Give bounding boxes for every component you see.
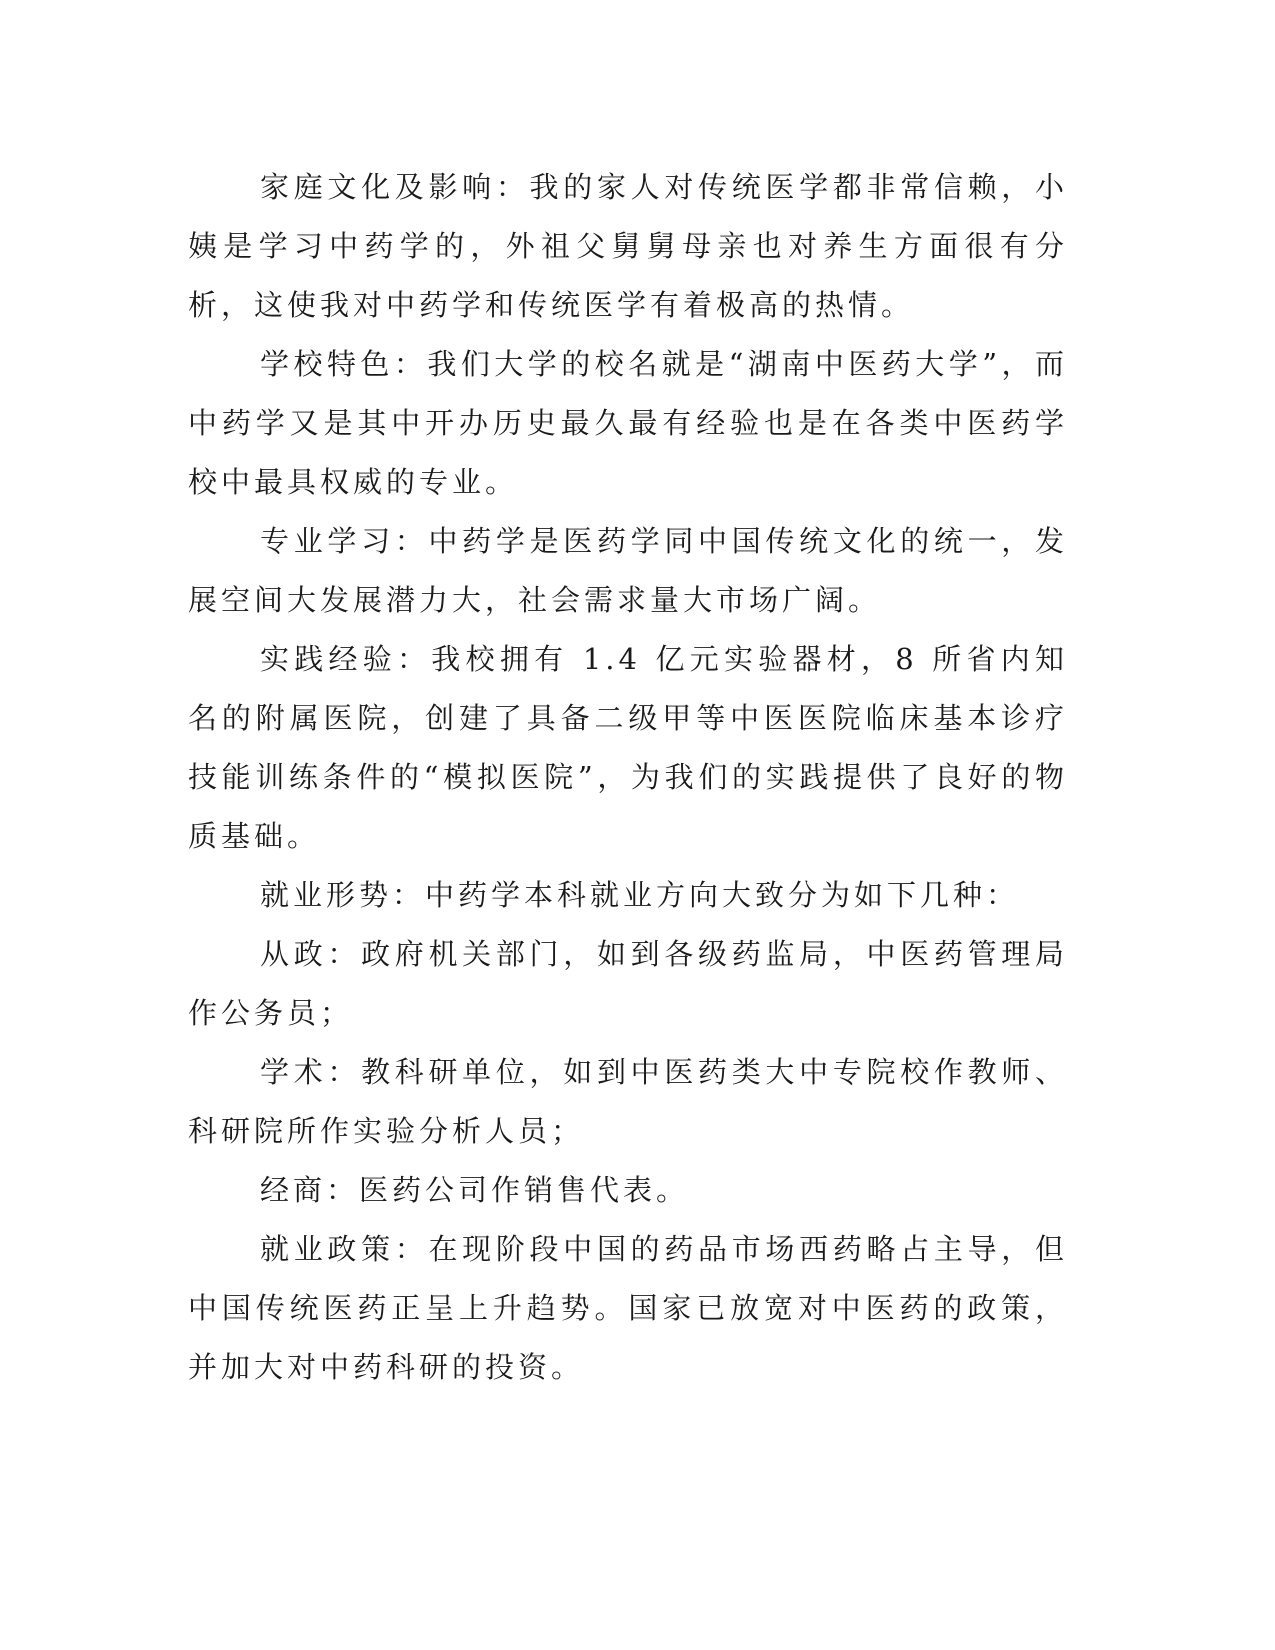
paragraph-employment-situation: 就业形势：中药学本科就业方向大致分为如下几种： <box>260 878 1020 912</box>
paragraph-government-career: 从政：政府机关部门，如到各级药监局，中医药管理局作公务员； <box>188 937 1068 1030</box>
paragraph-family-culture: 家庭文化及影响：我的家人对传统医学都非常信赖，小姨是学习中药学的，外祖父舅舅母亲也对养生方面很有分析，这使我对中药学和传统医学有着极高的热情。 <box>188 170 1068 322</box>
document-body <box>188 158 1068 1397</box>
paragraph-major-study: 专业学习：中药学是医药学同中国传统文化的统一，发展空间大发展潜力大，社会需求量大市场广阔。 <box>188 524 1068 617</box>
paragraph-practical-experience: 实践经验：我校拥有 1.4 亿元实验器材，8 所省内知名的附属医院，创建了具备二级甲等中医医院临床基本诊疗技能训练条件的“模拟医院”，为我们的实践提供了良好的物质基础。 <box>188 642 1068 853</box>
paragraph-employment-policy: 就业政策：在现阶段中国的药品市场西药略占主导，但中国传统医药正呈上升趋势。国家已放宽对中医药的政策，并加大对中药科研的投资。 <box>188 1232 1068 1384</box>
paragraph-school-features: 学校特色：我们大学的校名就是“湖南中医药大学”，而中药学又是其中开办历史最久最有经验也是在各类中医药学校中最具权威的专业。 <box>188 347 1068 499</box>
paragraph-academic-career: 学术：教科研单位，如到中医药类大中专院校作教师、科研院所作实验分析人员； <box>188 1055 1068 1148</box>
paragraph-business-career: 经商：医药公司作销售代表。 <box>260 1173 690 1207</box>
